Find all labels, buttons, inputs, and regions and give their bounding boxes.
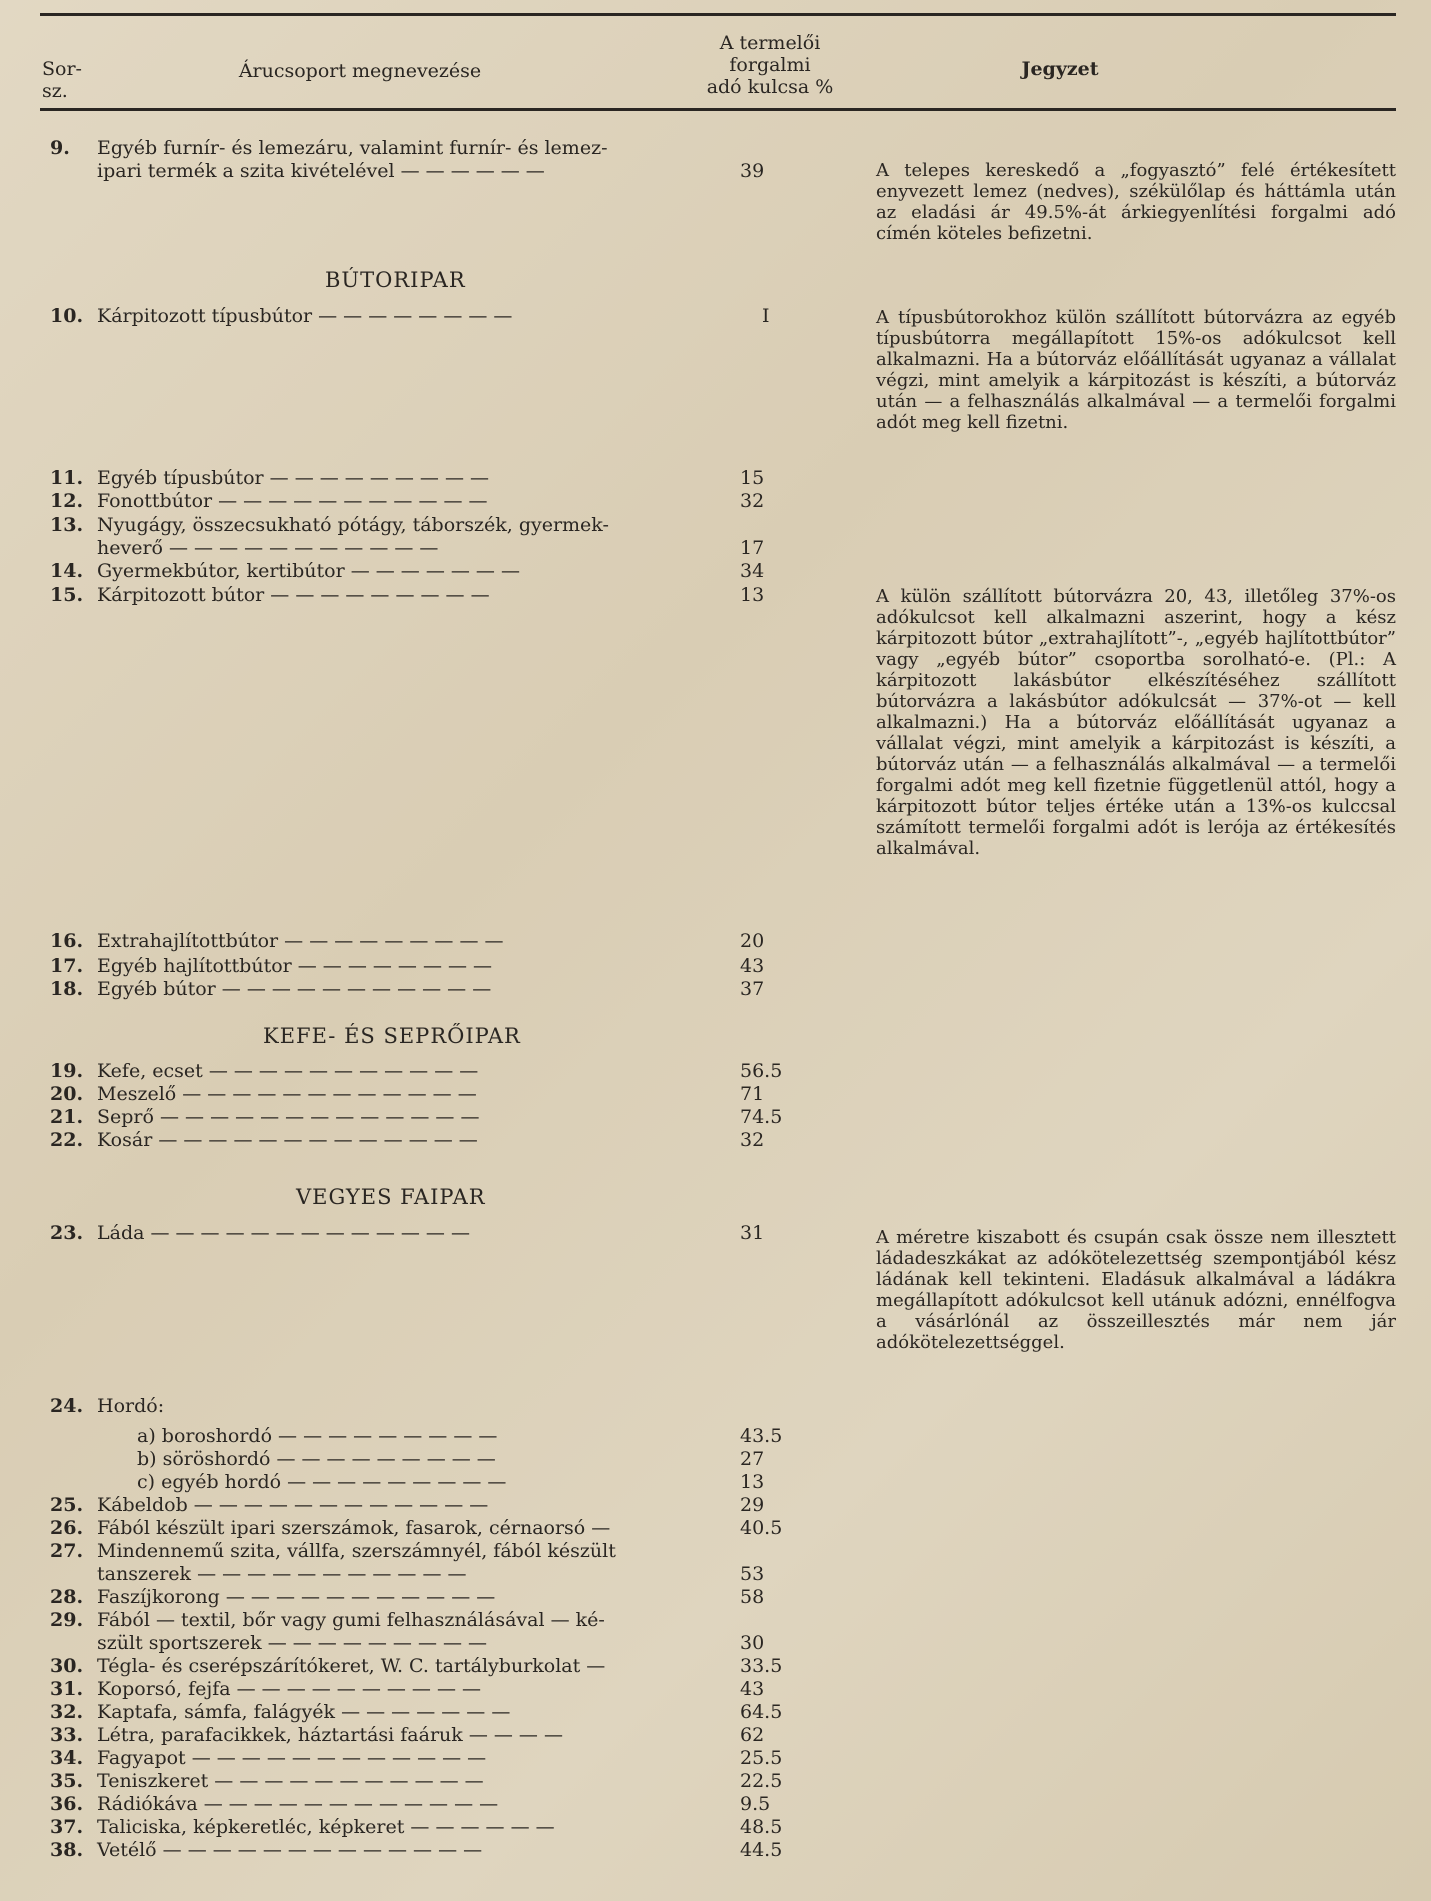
- row-value: 34: [740, 560, 765, 582]
- row-name: Fonottbútor — — — — — — — — — — —: [97, 490, 488, 512]
- row-number: 13.: [50, 514, 84, 536]
- row-value: 31: [740, 1222, 765, 1244]
- header-sor: Sor- sz.: [42, 58, 82, 102]
- row-value: 71: [740, 1083, 765, 1105]
- row-number: 21.: [50, 1106, 84, 1128]
- row-value: 32: [740, 490, 765, 512]
- row-number: 30.: [50, 1655, 84, 1677]
- row-value: 58: [740, 1586, 765, 1608]
- row-name: Egyéb bútor — — — — — — — — — — —: [97, 978, 492, 1000]
- row-value: 30: [740, 1632, 765, 1654]
- row-name: [97, 1609, 737, 1655]
- section-title-butoripar: BÚTORIPAR: [325, 268, 466, 292]
- row-name-line1: Nyugágy, összecsukható pótágy, táborszék, gyermek-: [97, 514, 609, 536]
- hordo-sub-b: b) söröshordó — — — — — — — — —: [137, 1448, 496, 1470]
- row-name: Gyermekbútor, kertibútor — — — — — — —: [97, 560, 520, 582]
- row-number: 19.: [50, 1060, 84, 1082]
- row-name: [97, 137, 737, 183]
- header-arucsoport: Árucsoport megnevezése: [238, 60, 482, 82]
- hordo-sub-a: a) boroshordó — — — — — — — — —: [137, 1425, 498, 1447]
- row-value: 43: [740, 1678, 765, 1700]
- row-name-line2: szült sportszerek — — — — — — — — —: [97, 1632, 488, 1654]
- row-value: 39: [740, 160, 765, 182]
- row-name: Kárpitozott típusbútor — — — — — — — —: [97, 305, 513, 327]
- header-rule: [40, 108, 1396, 111]
- header-jegyzet: Jegyzet: [1021, 58, 1099, 80]
- row-number: 18.: [50, 978, 84, 1000]
- row-value: 13: [740, 1471, 765, 1493]
- row-value: 43.5: [740, 1425, 783, 1447]
- section-title-kefe: KEFE- ÉS SEPRŐIPAR: [263, 1024, 521, 1048]
- row-name: Kefe, ecset — — — — — — — — — — —: [97, 1060, 479, 1082]
- row-value: 64.5: [740, 1701, 783, 1723]
- row-number: 35.: [50, 1770, 84, 1792]
- row-name: Faszíjkorong — — — — — — — — — — —: [97, 1586, 496, 1608]
- row-name: Seprő — — — — — — — — — — — — —: [97, 1106, 480, 1128]
- row-number: 36.: [50, 1793, 84, 1815]
- row-number: 25.: [50, 1494, 84, 1516]
- header-adokulcs: [690, 32, 850, 98]
- row-name: Teniszkeret — — — — — — — — — — —: [97, 1770, 484, 1792]
- row-number: 38.: [50, 1839, 84, 1861]
- row-value: 44.5: [740, 1839, 783, 1861]
- header-adokulcs-line2: forgalmi: [729, 54, 811, 76]
- row-number: 24.: [50, 1395, 84, 1417]
- row-number: 11.: [50, 467, 84, 489]
- row-number: 14.: [50, 560, 84, 582]
- row-name: [97, 1540, 737, 1586]
- row-name: Meszelő — — — — — — — — — — — —: [97, 1083, 477, 1105]
- row-name: Fagyapot — — — — — — — — — — — —: [97, 1747, 487, 1769]
- row-value: 15: [740, 467, 765, 489]
- row-value: 25.5: [740, 1747, 783, 1769]
- row-name-line2: ipari termék a szita kivételével — — — — — —: [97, 160, 545, 182]
- row-name: Láda — — — — — — — — — — — — —: [97, 1222, 470, 1244]
- note-row-23: A méretre kiszabott és csupán csak össze nem illesztett ládadeszkákat az adókötelezettség szempontjából kész ládának kell tekinteni. Eladásuk alkalmával a ládákra megállapított adókulcsot kell utánuk adózni, ennélfogva a vásárlónál az összeillesztés már nem jár adókötelezettséggel.: [876, 1227, 1396, 1353]
- row-name: Koporsó, fejfa — — — — — — — — — —: [97, 1678, 481, 1700]
- row-value: 62: [740, 1724, 765, 1746]
- row-name: Kábeldob — — — — — — — — — — — —: [97, 1494, 489, 1516]
- row-number: 28.: [50, 1586, 84, 1608]
- row-name: Tégla- és cserépszárítókeret, W. C. tartályburkolat —: [97, 1655, 606, 1677]
- header-adokulcs-line1: A termelői: [719, 32, 821, 54]
- row-name-line1: Egyéb furnír- és lemezáru, valamint furnír- és lemez-: [97, 137, 608, 159]
- row-value: 13: [740, 584, 765, 606]
- row-value: 27: [740, 1448, 765, 1470]
- row-number: 22.: [50, 1129, 84, 1151]
- row-value: 22.5: [740, 1770, 783, 1792]
- hordo-sub-c: c) egyéb hordó — — — — — — — — —: [137, 1471, 507, 1493]
- row-name: Hordó:: [97, 1395, 165, 1417]
- row-value: 17: [740, 537, 765, 559]
- row-name: Taliciska, képkeretléc, képkeret — — — — — —: [97, 1816, 555, 1838]
- row-value: 37: [740, 978, 765, 1000]
- row-name: Egyéb típusbútor — — — — — — — — —: [97, 467, 489, 489]
- note-row-9: A telepes kereskedő a „fogyasztó” felé értékesített enyvezett lemez (nedves), székülőlap és háttámla után az eladási ár 49.5%-át árkiegyenlítési forgalmi adó címén köteles befizetni.: [876, 160, 1396, 244]
- row-number: 32.: [50, 1701, 84, 1723]
- row-name-line1: Mindennemű szita, vállfa, szerszámnyél, fából készült: [97, 1540, 616, 1562]
- row-name: Extrahajlítottbútor — — — — — — — — —: [97, 930, 504, 952]
- row-value: 9.5: [740, 1793, 771, 1815]
- top-rule: [40, 13, 1396, 16]
- row-name: Kaptafa, sámfa, falágyék — — — — — — —: [97, 1701, 511, 1723]
- note-row-10: A típusbútorokhoz külön szállított bútorvázra az egyéb típusbútorra megállapított 15%-os adókulcsot kell alkalmazni. Ha a bútorváz előállítását ugyanaz a vállalat végzi, mint amelyik a kárpitozást is készíti, a bútorváz után — a felhasználás alkalmával — a termelői forgalmi adót meg kell fizetni.: [876, 307, 1396, 433]
- row-name: Kárpitozott bútor — — — — — — — — —: [97, 584, 490, 606]
- row-name: [97, 514, 737, 560]
- row-name: Fából készült ipari szerszámok, fasarok, cérnaorsó —: [97, 1517, 611, 1539]
- row-number: 9.: [50, 137, 70, 159]
- header-adokulcs-line3: adó kulcsa %: [706, 76, 834, 98]
- row-number: 33.: [50, 1724, 84, 1746]
- row-value: 56.5: [740, 1060, 783, 1082]
- row-number: 17.: [50, 955, 84, 977]
- row-value: 32: [740, 1129, 765, 1151]
- row-name: Egyéb hajlítottbútor — — — — — — — —: [97, 955, 493, 977]
- row-name: Létra, parafacikkek, háztartási faáruk — — — —: [97, 1724, 563, 1746]
- section-title-vegyes: VEGYES FAIPAR: [296, 1185, 486, 1209]
- note-row-15: A külön szállított bútorvázra 20, 43, illetőleg 37%-os adókulcsot kell alkalmazni aszerint, hogy a kész kárpitozott bútor „extrahajlított”-, „egyéb hajlítottbútor” vagy „egyéb bútor” csoportba sorolható-e. (Pl.: A kárpitozott lakásbútor elkészítéséhez szállított bútorvázra a lakásbútor adókulcsát — 37%-ot — kell alkalmazni.) Ha a bútorváz előállítását ugyanaz a vállalat végzi, mint amelyik a kárpitozást is készíti, a bútorváz után — a felhasználás alkalmával — a termelői forgalmi adót meg kell fizetnie függetlenül attól, hogy a kárpitozott bútor teljes értéke után a 13%-os kulccsal számított termelői forgalmi adót is lerója az értékesítés alkalmával.: [876, 586, 1396, 859]
- row-number: 31.: [50, 1678, 84, 1700]
- row-number: 20.: [50, 1083, 84, 1105]
- row-value: 53: [740, 1563, 765, 1585]
- row-name: Rádiókáva — — — — — — — — — — — —: [97, 1793, 499, 1815]
- row-name-line2: heverő — — — — — — — — — — —: [97, 537, 439, 559]
- row-value: 29: [740, 1494, 765, 1516]
- row-value: 48.5: [740, 1816, 783, 1838]
- row-value: 40.5: [740, 1517, 783, 1539]
- row-value: 33.5: [740, 1655, 783, 1677]
- row-number: 23.: [50, 1222, 84, 1244]
- row-value: 20: [740, 930, 765, 952]
- row-value: 43: [740, 955, 765, 977]
- row-number: 10.: [50, 305, 84, 327]
- row-number: 37.: [50, 1816, 84, 1838]
- row-number: 12.: [50, 490, 84, 512]
- row-value: 74.5: [740, 1106, 783, 1128]
- row-number: 16.: [50, 930, 84, 952]
- row-name: Kosár — — — — — — — — — — — — —: [97, 1129, 478, 1151]
- row-name-line2: tanszerek — — — — — — — — — — —: [97, 1563, 467, 1585]
- row-number: 27.: [50, 1540, 84, 1562]
- row-number: 34.: [50, 1747, 84, 1769]
- row-number: 26.: [50, 1517, 84, 1539]
- row-name-line1: Fából — textil, bőr vagy gumi felhasználásával — ké-: [97, 1609, 605, 1631]
- row-name: Vetélő — — — — — — — — — — — — —: [97, 1839, 483, 1861]
- row-number: 29.: [50, 1609, 84, 1631]
- row-number: 15.: [50, 584, 84, 606]
- row-value: I: [762, 305, 770, 327]
